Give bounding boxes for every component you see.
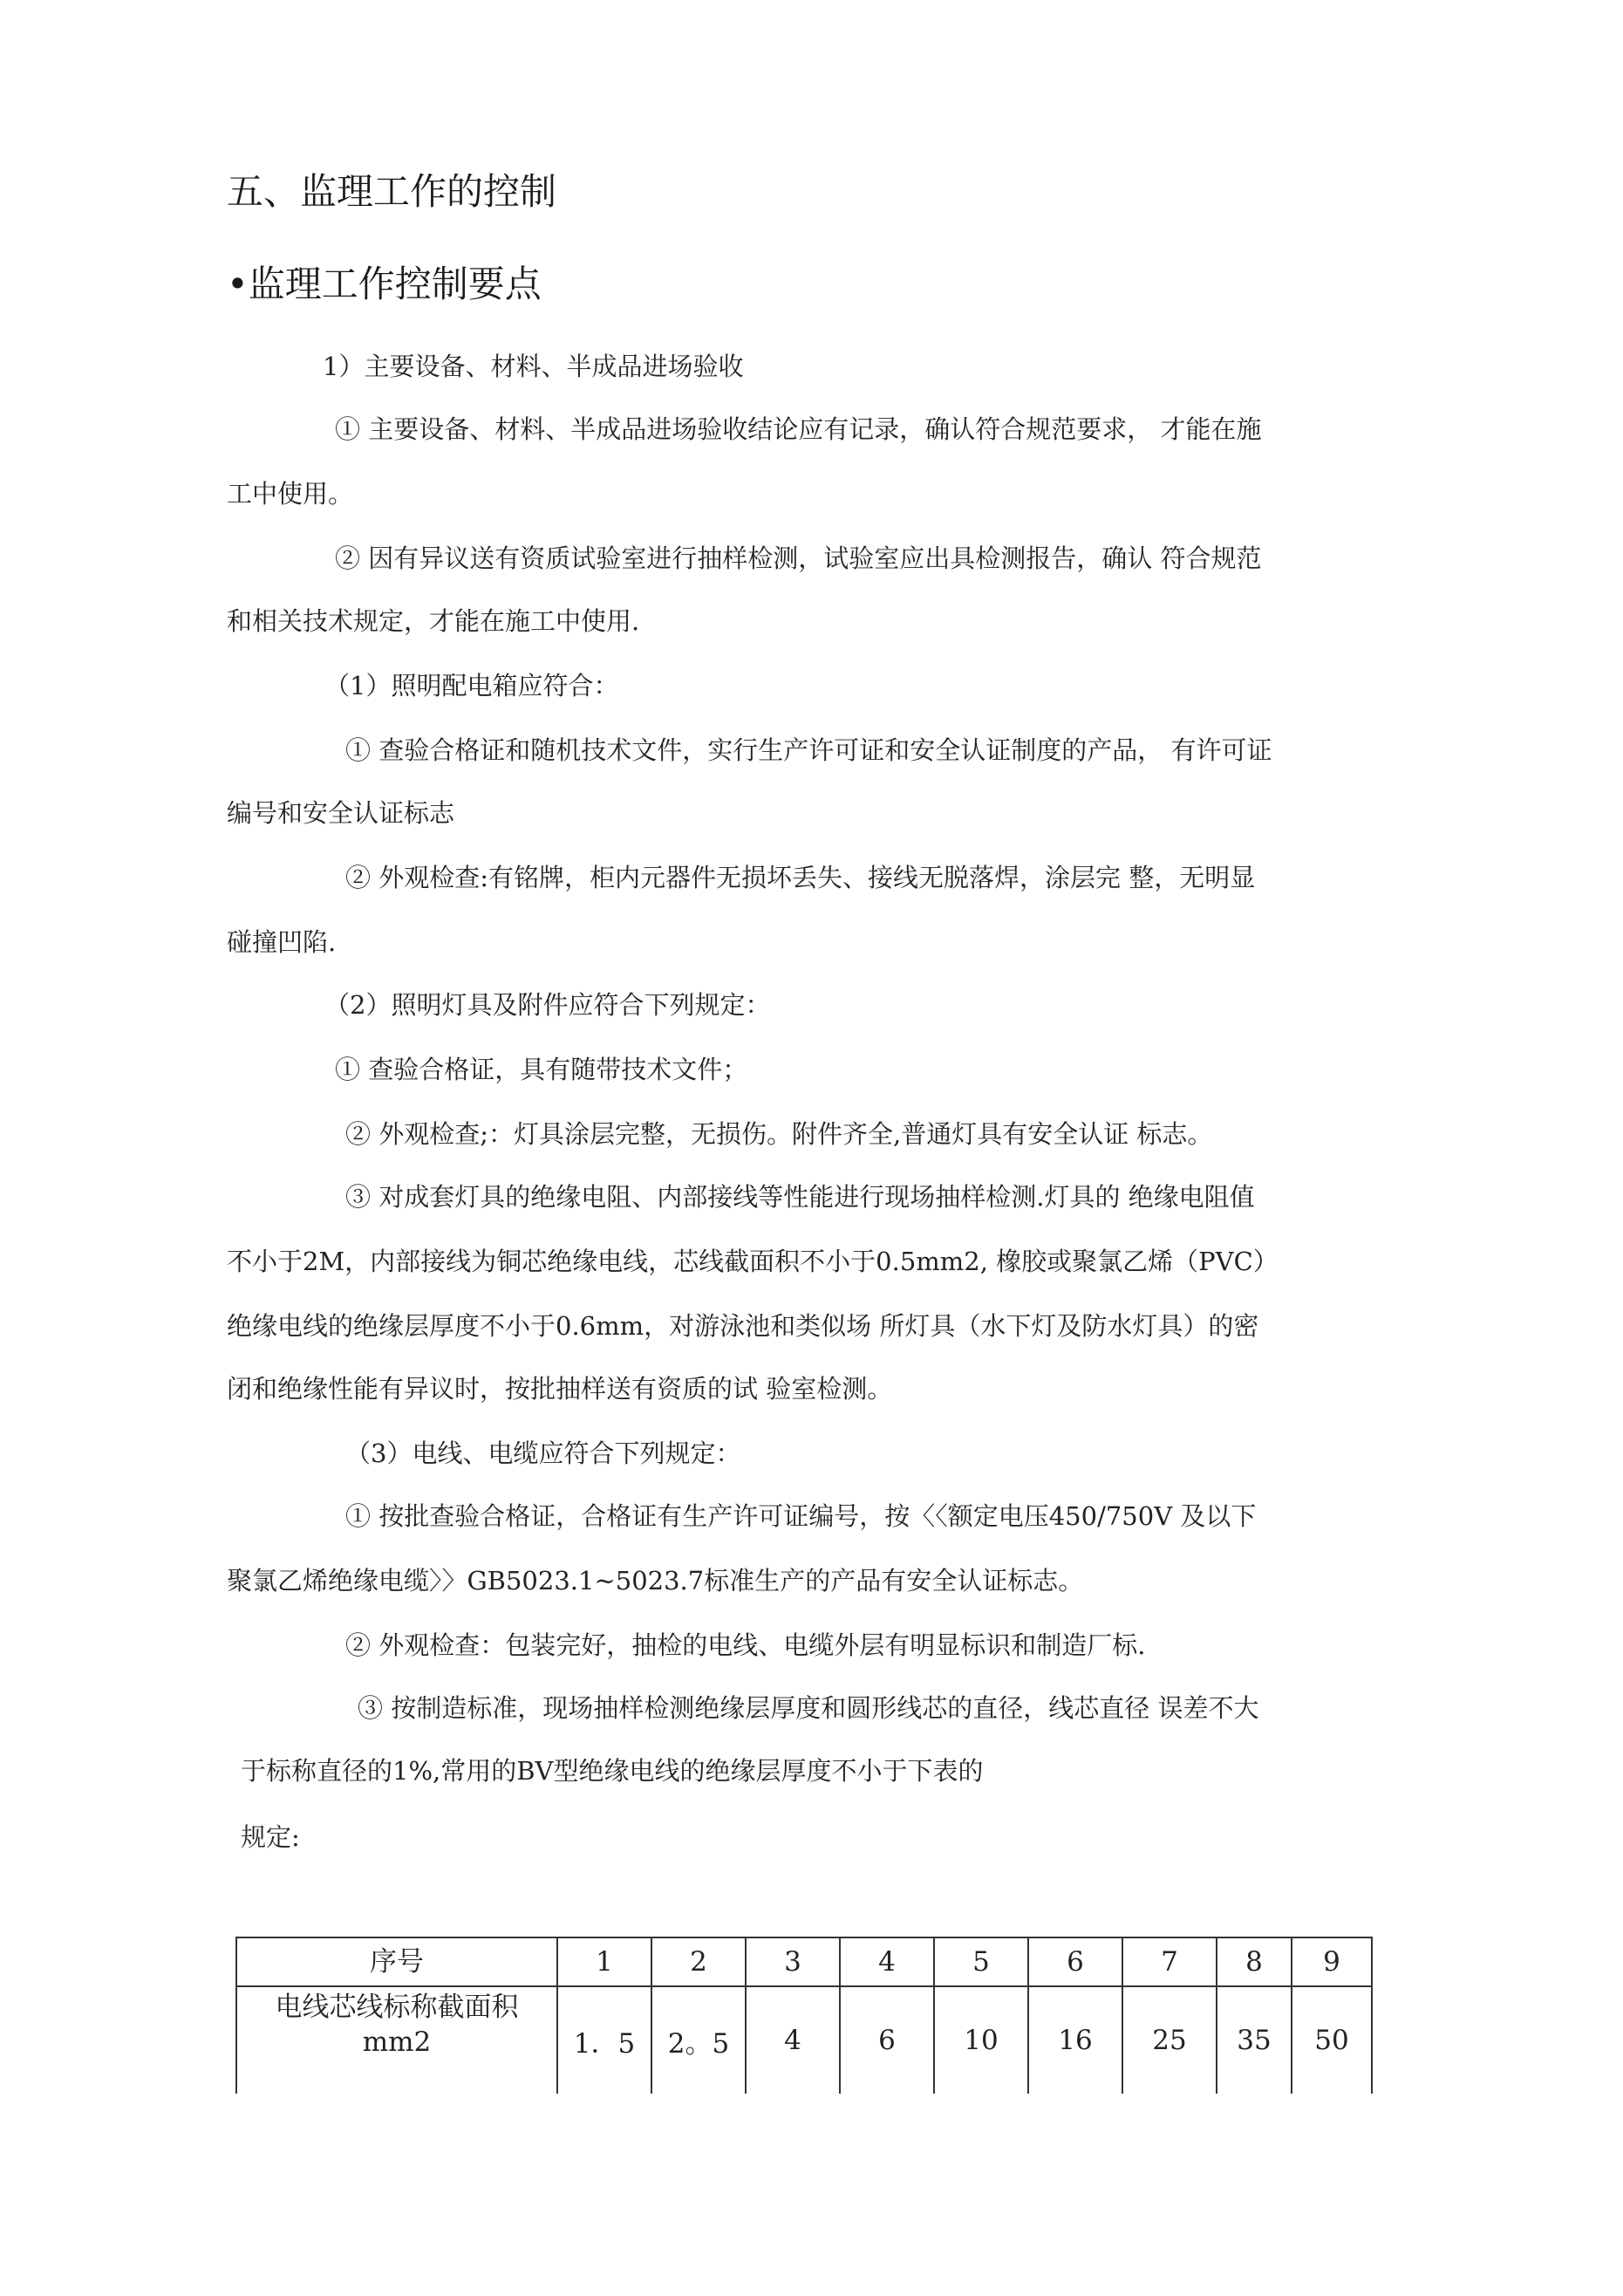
table-header-cell [236, 1986, 557, 2094]
table-cell: 7 [1122, 1937, 1217, 1986]
paragraph-line: ② 外观检查:有铭牌，柜内元器件无损坏丢失、接线无脱落焊，涂层完 整，无明显 [345, 863, 1256, 892]
header-text-line: 电线芯线标称截面积 [275, 1992, 519, 2023]
paragraph-line: 碰撞凹陷. [227, 927, 337, 957]
section-subheading: •监理工作控制要点 [227, 263, 542, 305]
table-row [236, 1937, 1372, 1986]
table-cell: 2 [651, 1937, 746, 1986]
table-cell: 25 [1122, 1986, 1217, 2094]
paragraph-line: 1）主要设备、材料、半成品进场验收 [323, 352, 744, 381]
table-cell: 3 [746, 1937, 840, 1986]
paragraph-line: ② 外观检查：包装完好，抽检的电线、电缆外层有明显标识和制造厂标. [345, 1630, 1146, 1660]
paragraph-line: 规定: [241, 1822, 300, 1852]
paragraph-line: ③ 按制造标准，现场抽样检测绝缘层厚度和圆形线芯的直径，线芯直径 误差不大 [358, 1693, 1259, 1723]
paragraph-line: ① 主要设备、材料、半成品进场验收结论应有记录，确认符合规范要求， 才能在施 [335, 414, 1262, 444]
table-row [236, 1986, 1372, 2094]
paragraph-line: ① 查验合格证和随机技术文件，实行生产许可证和安全认证制度的产品， 有许可证 [345, 735, 1272, 765]
paragraph-line: （3）电线、电缆应符合下列规定： [345, 1438, 741, 1468]
paragraph-line: ③ 对成套灯具的绝缘电阻、内部接线等性能进行现场抽样检测.灯具的 绝缘电阻值 [345, 1182, 1255, 1212]
table-cell: 4 [840, 1937, 934, 1986]
table-cell: 50 [1292, 1986, 1372, 2094]
table-cell: 6 [1028, 1937, 1122, 1986]
paragraph-line: （1）照明配电箱应符合： [324, 671, 619, 700]
table-cell: 5 [934, 1937, 1028, 1986]
table-cell: 35 [1217, 1986, 1292, 2094]
table-cell: 1 [557, 1937, 651, 1986]
paragraph-line: 编号和安全认证标志 [227, 798, 455, 828]
paragraph-line: 工中使用。 [227, 479, 354, 509]
table-cell: 9 [1292, 1937, 1372, 1986]
paragraph-line: （2）照明灯具及附件应符合下列规定： [324, 990, 771, 1020]
paragraph-line: 绝缘电线的绝缘层厚度不小于0.6mm，对游泳池和类似场 所灯具（水下灯及防水灯具）的密 [227, 1311, 1259, 1341]
table-cell: 16 [1028, 1986, 1122, 2094]
table-cell: 6 [840, 1986, 934, 2094]
table-header-cell: 序号 [236, 1937, 557, 1986]
paragraph-line: 闭和绝缘性能有异议时，按批抽样送有资质的试 验室检测。 [227, 1374, 893, 1404]
table-cell: 2。5 [651, 1986, 746, 2094]
paragraph-line: 聚氯乙烯绝缘电缆〉〉GB5023.1~5023.7标准生产的产品有安全认证标志。 [227, 1566, 1084, 1596]
insulation-spec-table [235, 1937, 1373, 2094]
paragraph-line: ① 查验合格证，具有随带技术文件； [335, 1055, 748, 1084]
paragraph-line: ② 外观检查;：灯具涂层完整，无损伤。附件齐全,普通灯具有安全认证 标志。 [345, 1119, 1213, 1149]
paragraph-line: 于标称直径的1%,常用的BV型绝缘电线的绝缘层厚度不小于下表的 [241, 1756, 984, 1786]
table-cell: 1．5 [557, 1986, 651, 2094]
table-cell: 8 [1217, 1937, 1292, 1986]
table-cell: 4 [746, 1986, 840, 2094]
section-heading: 五、监理工作的控制 [227, 170, 557, 213]
header-unit-line: mm2 [362, 2026, 432, 2058]
paragraph-line: 和相关技术规定，才能在施工中使用. [227, 606, 640, 636]
paragraph-line: ② 因有异议送有资质试验室进行抽样检测，试验室应出具检测报告，确认 符合规范 [335, 543, 1262, 573]
table-cell: 10 [934, 1986, 1028, 2094]
paragraph-line: 不小于2M，内部接线为铜芯绝缘电线，芯线截面积不小于0.5mm2, 橡胶或聚氯乙烯（PVC） [227, 1247, 1279, 1276]
paragraph-line: ① 按批查验合格证，合格证有生产许可证编号，按〈〈额定电压450/750V 及以下 [345, 1501, 1257, 1531]
